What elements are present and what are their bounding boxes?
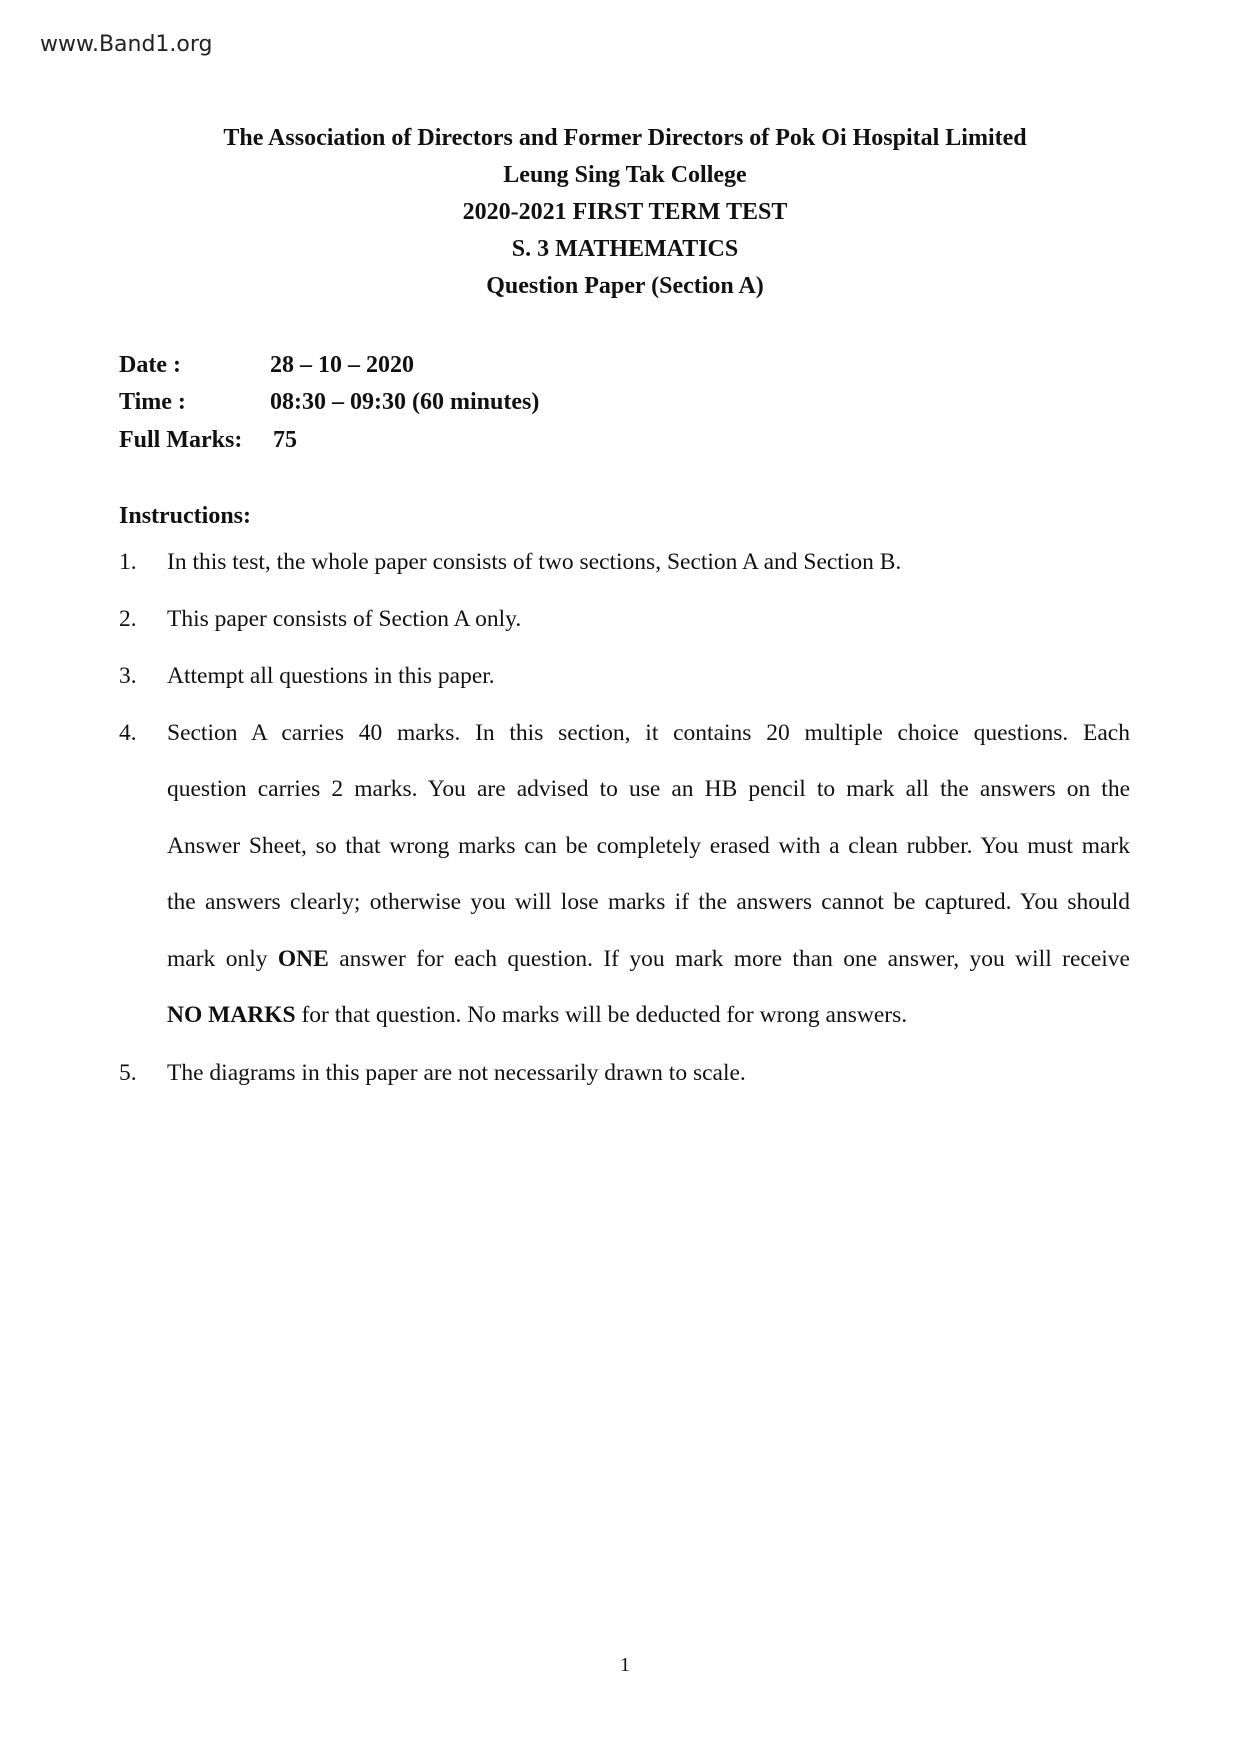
item-number: 1. <box>119 549 137 575</box>
marks-label: Full Marks: <box>119 427 243 453</box>
instruction-item-line: question carries 2 marks. You are advised to use an HB pencil to mark all the answers on the <box>167 776 1130 802</box>
instruction-item: This paper consists of Section A only. <box>167 606 522 632</box>
time-label: Time : <box>119 389 186 415</box>
item-number: 5. <box>119 1060 137 1086</box>
emphasis-one: ONE <box>277 946 329 972</box>
instruction-item: In this test, the whole paper consists of two sections, Section A and Section B. <box>167 549 902 575</box>
item-number: 4. <box>119 720 137 746</box>
watermark: www.Band1.org <box>40 32 213 57</box>
instruction-item-line <box>167 946 1130 973</box>
instructions-heading: Instructions: <box>119 503 252 529</box>
header-subject: S. 3 MATHEMATICS <box>511 236 739 262</box>
text: answer for each question. If you mark more than one answer, you will receive <box>328 946 1130 972</box>
header-school: Leung Sing Tak College <box>503 162 747 188</box>
time-value: 08:30 – 09:30 (60 minutes) <box>270 389 540 415</box>
marks-value: 75 <box>273 427 297 453</box>
header-test: 2020-2021 FIRST TERM TEST <box>462 199 788 225</box>
instruction-item: The diagrams in this paper are not necessarily drawn to scale. <box>167 1060 746 1086</box>
emphasis-no-marks: NO MARKS <box>167 1002 296 1028</box>
page-number: 1 <box>620 1654 630 1676</box>
date-label: Date : <box>119 352 181 378</box>
header-paper: Question Paper (Section A) <box>486 273 764 299</box>
instruction-item: Attempt all questions in this paper. <box>167 663 495 689</box>
header-organization: The Association of Directors and Former Directors of Pok Oi Hospital Limited <box>223 125 1027 151</box>
text: mark only <box>167 946 278 972</box>
instruction-item-line: the answers clearly; otherwise you will lose marks if the answers cannot be captured. You should <box>167 889 1130 915</box>
instruction-item-line <box>167 1002 1130 1029</box>
item-number: 2. <box>119 606 137 632</box>
item-number: 3. <box>119 663 137 689</box>
date-value: 28 – 10 – 2020 <box>270 352 414 378</box>
instruction-item-line: Section A carries 40 marks. In this section, it contains 20 multiple choice questions. Each <box>167 720 1130 746</box>
instruction-item-line: Answer Sheet, so that wrong marks can be completely erased with a clean rubber. You must mark <box>167 833 1130 859</box>
text: for that question. No marks will be deducted for wrong answers. <box>295 1002 908 1028</box>
